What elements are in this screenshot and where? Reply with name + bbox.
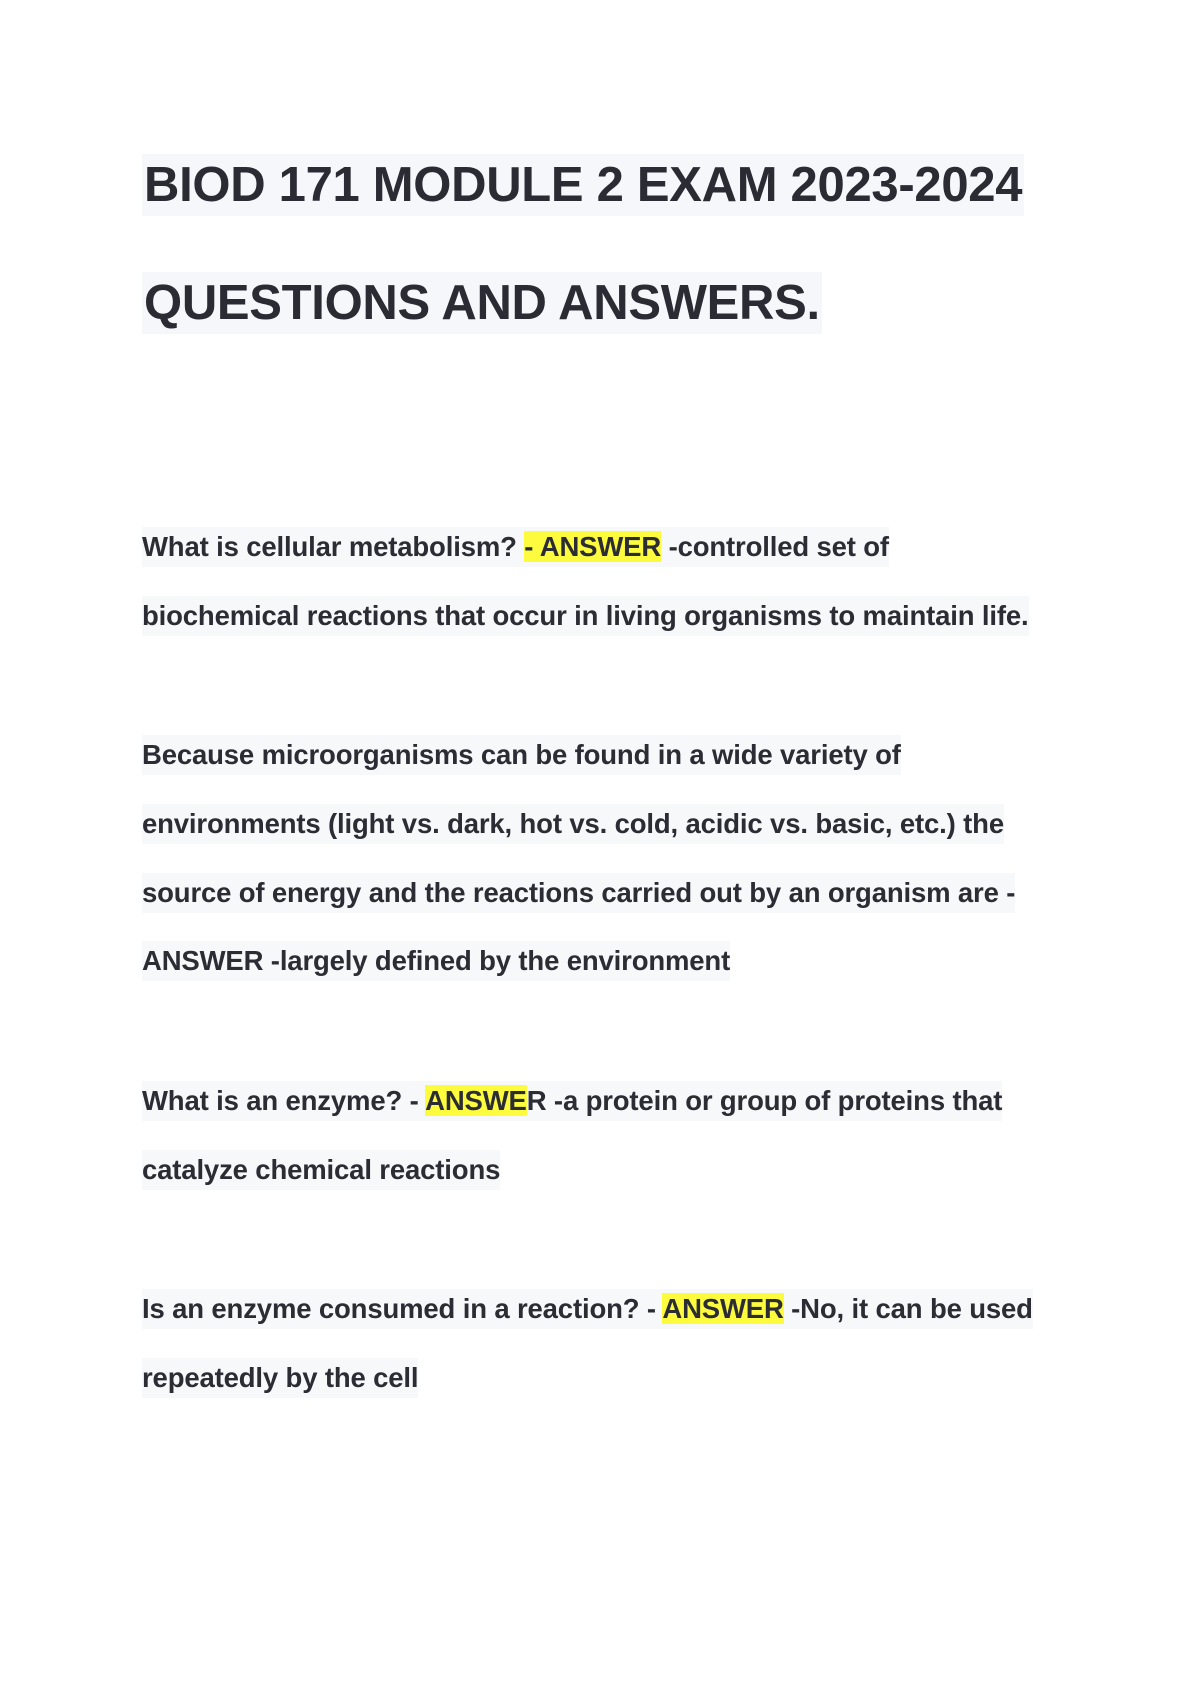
question-text: What is cellular metabolism? [142,531,525,562]
question-text: Because microorganisms can be found in a wide variety of [142,739,901,770]
answer-text: biochemical reactions that occur in living organisms to maintain life. [142,600,1029,631]
qa-2-line-1 [142,735,901,775]
answer-highlight: - ANSWER [524,531,662,562]
answer-highlight: ANSWE [425,1085,527,1116]
answer-text: R -a protein or group of proteins that [526,1085,1003,1116]
qa-4-line-2 [142,1358,418,1398]
qa-3-line-1 [142,1081,1002,1121]
question-text: What is an enzyme? - [142,1085,426,1116]
document-title-line-2: QUESTIONS AND ANSWERS. [142,272,822,334]
qa-1-line-2 [142,596,1029,636]
question-text: environments (light vs. dark, hot vs. cold, acidic vs. basic, etc.) the [142,808,1004,839]
document-title-line-1: BIOD 171 MODULE 2 EXAM 2023-2024 [142,154,1024,216]
answer-text: catalyze chemical reactions [142,1154,501,1185]
answer-text: -controlled set of [661,531,889,562]
qa-2-line-3 [142,873,1015,913]
answer-text: repeatedly by the cell [142,1362,419,1393]
answer-highlight: ANSWER [662,1293,784,1324]
qa-4-line-1 [142,1289,1033,1329]
question-text: source of energy and the reactions carried out by an organism are - [142,877,1016,908]
answer-text: ANSWER -largely defined by the environment [142,945,731,976]
qa-2-line-2 [142,804,1004,844]
qa-2-line-4 [142,941,730,981]
qa-3-line-2 [142,1150,500,1190]
qa-1-line-1 [142,527,889,567]
question-text: Is an enzyme consumed in a reaction? - [142,1293,663,1324]
answer-text: -No, it can be used [783,1293,1033,1324]
